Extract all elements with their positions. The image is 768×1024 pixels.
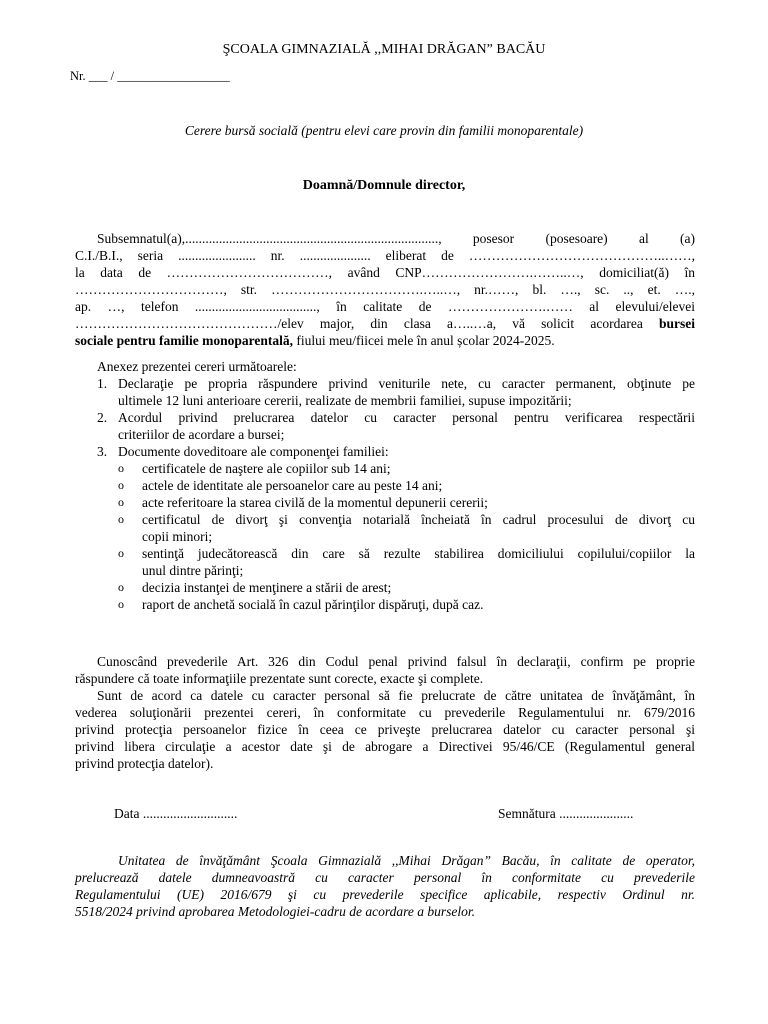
notice-line: Regulamentului (UE) 2016/679 şi cu prevederile specifice aplicabile, respectiv Ordinul nr.: [75, 887, 695, 902]
list-item-line: ultimele 12 luni anterioare cererii, realizate de membrii familiei, supuse impozitării;: [118, 393, 572, 408]
bullet-icon: o: [118, 478, 124, 492]
bullet-icon: o: [118, 512, 124, 526]
list-number: 1.: [97, 376, 108, 391]
intro-line: ap. …, telefon ...................................., în calitate de ………………….…… al elevului/elevei: [75, 299, 695, 314]
intro-line: ……………………………, str. …………………………….…..…, nr.……, bl. …., sc. .., et. ….,: [75, 282, 695, 297]
sub-item-line: sentinţă judecătorească din care să rezulte stabilirea domiciliului copilului/copiilor la: [142, 546, 695, 561]
notice-line: 5518/2024 privind aprobarea Metodologiei-cadru de acordare a burselor.: [75, 904, 475, 919]
consent-line: Sunt de acord ca datele cu caracter personal să fie prelucrate de către unitatea de învăţământ, în: [97, 688, 695, 703]
intro-line: [75, 315, 695, 332]
intro-line: Subsemnatul(a),..........................................................................., posesor (posesoare) al (a): [97, 231, 695, 246]
annex-intro: Anexez prezentei cereri următoarele:: [97, 359, 297, 374]
list-item-line: Acordul privind prelucrarea datelor cu caracter personal pentru verificarea respectării: [118, 410, 695, 425]
list-item-line: criteriilor de acordare a bursei;: [118, 427, 285, 442]
consent-line: vederea soluţionării prezentei cereri, în conformitate cu prevederile Regulamentului nr. 679/2016: [75, 705, 695, 720]
sub-item-line: actele de identitate ale persoanelor care au peste 14 ani;: [142, 478, 443, 493]
sub-item-line: decizia instanţei de menţinere a stării de arest;: [142, 580, 392, 595]
sub-item-line: raport de anchetă socială în cazul părinţilor dispăruţi, după caz.: [142, 597, 484, 612]
list-number: 3.: [97, 444, 108, 459]
registration-number: Nr. ___ / __________________: [70, 69, 230, 83]
school-title: ŞCOALA GIMNAZIALĂ ,,MIHAI DRĂGAN” BACĂU: [222, 42, 546, 57]
intro-line: [75, 332, 555, 349]
sub-item-line: certificatele de naştere ale copiilor sub 14 ani;: [142, 461, 391, 476]
consent-line: privind protecţia datelor).: [75, 756, 214, 771]
sub-item-line: certificatul de divorţ şi convenţia notarială încheiată în cadrul procesului de divorţ cu: [142, 512, 695, 527]
bullet-icon: o: [118, 461, 124, 475]
consent-line: privind protecţia persoanelor fizice în ceea ce priveşte prelucrarea datelor cu caracter personal şi: [75, 722, 695, 737]
intro-line-bold: sociale pentru familie monoparentală,: [75, 333, 293, 348]
intro-line-text: ………………………………………/elev major, din clasa a…..…a, vă solicit acordarea: [75, 316, 659, 331]
intro-line-bold: bursei: [658, 316, 695, 331]
bullet-icon: o: [118, 495, 124, 509]
consent-line: privind libera circulaţie a acestor date şi de abrogare a Directivei 95/46/CE (Regulamentul general: [75, 739, 695, 754]
intro-line-text: fiului meu/fiicei mele în anul școlar 2024-2025.: [292, 333, 555, 348]
declaration-line: Cunoscând prevederile Art. 326 din Codul penal privind falsul în declaraţii, confirm pe proprie: [97, 654, 695, 669]
list-number: 2.: [97, 410, 108, 425]
intro-line: C.I./B.I., seria ....................... nr. ..................... eliberat de ……………………………………..……,: [75, 248, 695, 263]
list-item-line: Declaraţie pe propria răspundere privind veniturile nete, cu caracter permanent, obţinute pe: [118, 376, 695, 391]
bullet-icon: o: [118, 597, 124, 611]
notice-line: Unitatea de învăţământ Şcoala Gimnazială ,,Mihai Drăgan” Bacău, în calitate de operator,: [118, 853, 695, 868]
request-subject: Cerere bursă socială (pentru elevi care provin din familii monoparentale): [184, 123, 584, 138]
sub-item-line: unul dintre părinţi;: [142, 563, 244, 578]
salutation: Doamnă/Domnule director,: [302, 178, 466, 193]
sub-item-line: copii minori;: [142, 529, 213, 544]
list-item-line: Documente doveditoare ale componenţei familiei:: [118, 444, 389, 459]
notice-line: prelucrează datele dumneavoastră cu caracter personal în conformitate cu prevederile: [75, 870, 695, 885]
date-field: Data ............................: [114, 806, 238, 821]
sub-item-line: acte referitoare la starea civilă de la momentul depunerii cererii;: [142, 495, 488, 510]
bullet-icon: o: [118, 580, 124, 594]
bullet-icon: o: [118, 546, 124, 560]
intro-line: la data de ………………………………, având CNP…………………….……..…, domiciliat(ă) în: [75, 265, 695, 280]
declaration-line: răspundere că toate informaţiile prezentate sunt corecte, exacte şi complete.: [75, 671, 484, 686]
signature-field: Semnătura ......................: [498, 806, 634, 821]
